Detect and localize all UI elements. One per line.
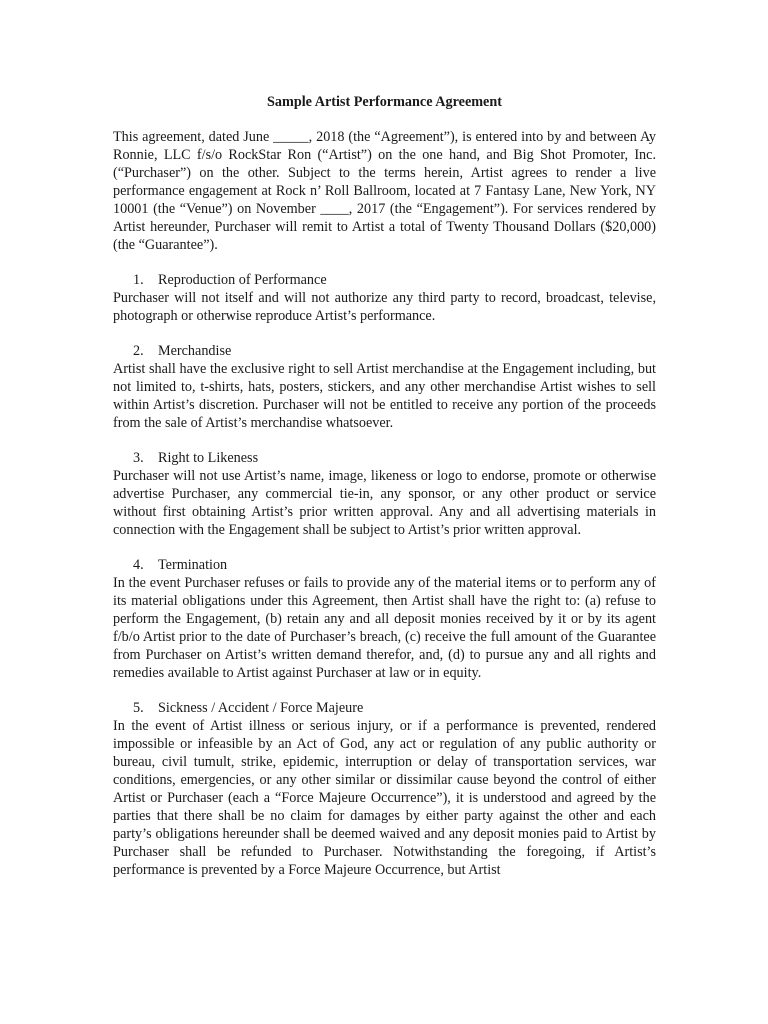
section-body: In the event of Artist illness or serious injury, or if a performance is prevented, rendered impossible or infeasible by an Act of God, any act or regulation of any public authority or bureau, civil tumult, strike, epidemic, interruption or delay of transportation services, war conditions, emergencies, or any other similar or dissimilar cause beyond the control of either Artist or Purchaser (each a “Force Majeure Occurrence”), it is understood and agreed by the parties that there shall be no claim for damages by either party against the other and each party’s obligations hereunder shall be deemed waived and any deposit monies paid to Artist by Purchaser shall be refunded to Purchaser. Notwithstanding the foregoing, if Artist’s performance is prevented by a Force Majeure Occurrence, but Artist bbox=[113, 718, 656, 878]
document-body bbox=[113, 93, 656, 879]
section-title: Termination bbox=[158, 557, 228, 573]
section-reproduction bbox=[113, 271, 656, 325]
section-title: Reproduction of Performance bbox=[158, 272, 327, 288]
section-heading bbox=[113, 449, 656, 467]
section-heading bbox=[113, 699, 656, 717]
section-title: Sickness / Accident / Force Majeure bbox=[158, 700, 364, 716]
section-number: 2. bbox=[133, 343, 144, 359]
document-title: Sample Artist Performance Agreement bbox=[267, 94, 502, 110]
section-number: 3. bbox=[133, 450, 144, 466]
section-body: Purchaser will not itself and will not authorize any third party to record, broadcast, televise, photograph or otherwise reproduce Artist’s performance. bbox=[113, 290, 656, 324]
section-heading bbox=[113, 342, 656, 360]
section-title: Right to Likeness bbox=[158, 450, 259, 466]
section-title: Merchandise bbox=[158, 343, 232, 359]
section-force-majeure bbox=[113, 699, 656, 879]
intro-paragraph: This agreement, dated June _____, 2018 (the “Agreement”), is entered into by and between Ay Ronnie, LLC f/s/o RockStar Ron (“Artist”) on the one hand, and Big Shot Promoter, Inc. (“Purchaser”) on the other. Subject to the terms herein, Artist agrees to render a live performance engagement at Rock n’ Roll Ballroom, located at 7 Fantasy Lane, New York, NY 10001 (the “Venue”) on November ____, 2017 (the “Engagement”). For services rendered by Artist hereunder, Purchaser will remit to Artist a total of Twenty Thousand Dollars ($20,000) (the “Guarantee”). bbox=[113, 129, 656, 253]
section-termination bbox=[113, 556, 656, 682]
section-number: 4. bbox=[133, 557, 144, 573]
section-body: Artist shall have the exclusive right to sell Artist merchandise at the Engagement including, but not limited to, t-shirts, hats, posters, stickers, and any other merchandise Artist wishes to sell within Artist’s discretion. Purchaser will not be entitled to receive any portion of the proceeds from the sale of Artist’s merchandise whatsoever. bbox=[113, 361, 656, 431]
section-body: In the event Purchaser refuses or fails to provide any of the material items or to perform any of its material obligations under this Agreement, then Artist shall have the right to: (a) refuse to perform the Engagement, (b) retain any and all deposit monies received by it or by its agent f/b/o Artist prior to the date of Purchaser’s breach, (c) receive the full amount of the Guarantee from Purchaser on Artist’s written demand therefor, and, (d) to pursue any and all rights and remedies available to Artist against Purchaser at law or in equity. bbox=[113, 575, 656, 681]
section-likeness bbox=[113, 449, 656, 539]
section-merchandise bbox=[113, 342, 656, 432]
section-heading bbox=[113, 556, 656, 574]
section-body: Purchaser will not use Artist’s name, image, likeness or logo to endorse, promote or otherwise advertise Purchaser, any commercial tie-in, any sponsor, or any other product or service without first obtaining Artist’s prior written approval. Any and all advertising materials in connection with the Engagement shall be subject to Artist’s prior written approval. bbox=[113, 468, 656, 538]
section-heading bbox=[113, 271, 656, 289]
section-number: 1. bbox=[133, 272, 144, 288]
section-number: 5. bbox=[133, 700, 144, 716]
